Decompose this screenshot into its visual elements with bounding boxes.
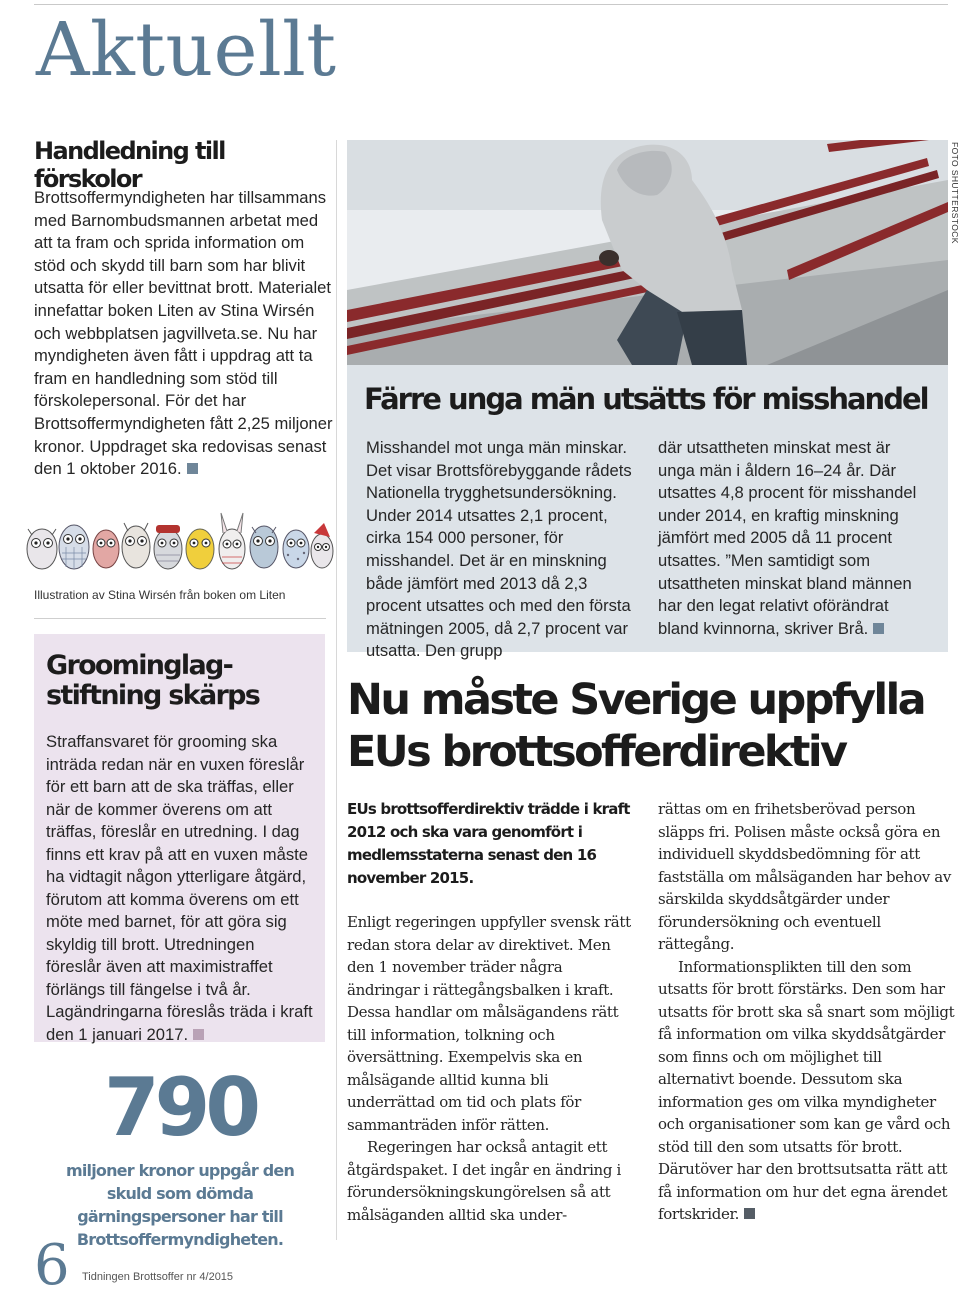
owl-figure-9	[283, 530, 309, 568]
article-headline-grooming: Groominglag- stiftning skärps	[46, 650, 260, 711]
paragraph: Regeringen har också antagit ett åtgärdspaket. I det ingår en ändring i förundersökningskungörelsen så att målsäganden alltid ska under-	[347, 1138, 621, 1224]
top-rule	[34, 4, 948, 5]
owl-illustration	[18, 497, 336, 583]
owl-figure-1	[27, 529, 57, 569]
owl-figure-3	[93, 530, 119, 568]
article-body-handledning: Brottsoffermyndigheten har tillsammans med Barnombudsmannen arbetat med att ta fram och sprida information om stöd och skydd till barn som har blivit utsatta för eller bevittnat brott. Materialet innefattar boken Liten av Stina Wirsén och webbplatsen jagvillveta.se. Nu har myndigheten även fått i uppdrag att ta fram en handledning som stöd till förskolepersonal. För det har Brottsoffermyndigheten fått 2,25 miljoner kronor. Uppdraget ska redovisas senast den 1 oktober 2016.	[34, 188, 333, 479]
divider	[34, 618, 326, 619]
article-lead-eu-directive: EUs brottsofferdirektiv trädde i kraft 2012 och ska vara genomfört i medlemsstaterna senast den 16 november 2015.	[347, 800, 630, 887]
paragraph: Enligt regeringen uppfyller svensk rätt redan stora delar av direktivet. Men den 1 november träder några ändringar i rättegångsbalken i kraft. Dessa handlar om målsägandens rätt till information, tolkning och översättning. Exempelvis ska en målsägande alltid kunna bli underrättad om tid och plats för sammanträden inför rätten.	[347, 913, 631, 1134]
owl-figure-8	[250, 526, 278, 568]
article-headline-handledning: Handledning till förskolor	[34, 137, 225, 193]
article-headline-misshandel: Färre unga män utsätts för misshandel	[364, 382, 928, 416]
owl-figure-6	[186, 529, 214, 569]
article-body-eu-col1	[347, 911, 639, 1226]
end-square-icon	[187, 463, 198, 474]
stat-number: 790	[104, 1061, 256, 1154]
page-number: 6	[34, 1233, 70, 1298]
stat-caption: miljoner kronor uppgår den skuld som dömda gärningspersoner har till Brottsoffermyndigheten.	[65, 1161, 295, 1249]
owl-figure-5	[154, 525, 182, 569]
article-body-grooming: Straffansvaret för grooming ska inträda redan när en vuxen föreslår för ett barn att de ska träffas, eller när de kommer överens om att träffas, föreslår en utredning. I dag finns ett krav på att en vuxen måste ha vidtagit någon ytterligare åtgärd, förutom att komma överens om ett möte med barnet, för att göra sig skyldig till brott. Utredningen föreslår även att maximistraffet förlängs till fängelse i två år. Lagändringarna föreslås träda i kraft den 1 januari 2017.	[46, 732, 313, 1044]
column-rule	[336, 140, 337, 1240]
photo-credit: FOTO SHUTTERSTOCK	[950, 142, 960, 244]
section-title: Aktuellt	[36, 7, 337, 93]
illustration-caption: Illustration av Stina Wirsén från boken om Liten	[34, 588, 286, 602]
owl-figure-2	[59, 525, 89, 569]
publication-footer: Tidningen Brottsoffer nr 4/2015	[82, 1271, 234, 1283]
owl-figure-4	[122, 523, 150, 568]
paragraph: rättas om en frihetsberövad person släpps fri. Polisen måste också göra en individuell skyddsbedömning för att fastställa om målsäganden har behov av särskilda skyddsåtgärder under förundersökning och eventuell rättegång.	[658, 800, 952, 953]
article-headline-eu-directive: Nu måste Sverige uppfylla EUs brottsofferdirektiv	[347, 675, 925, 777]
end-square-icon	[873, 623, 884, 634]
owl-figure-7	[219, 513, 245, 569]
article-body-misshandel-col1: Misshandel mot unga män minskar. Det visar Brottsförebyggande rådets Nationella trygghetsundersökning. Under 2014 utsattes 2,1 procent, cirka 154 000 personer, för misshandel. Det är en minskning både jämfört med 2013 då 2,3 procent utsattes och med den första mätningen 2005, då 2,7 procent var utsatta. Den grupp	[366, 438, 632, 661]
photo-young-man-on-benches	[347, 140, 948, 365]
paragraph: Informationsplikten till den som utsatts för brott förstärks. Den som har utsatts för brott ska så snart som möjligt få information om vilka skyddsåtgärder som finns och om möjlighet till alternativt boende. Dessutom ska information ges om vilka myndigheter och organisationer som kan ge vård och stöd till den som utsatts för brott. Därutöver har den brottsutsatta rätt att få information om hur det egna ärendet fortskrider.	[658, 957, 955, 1223]
owl-figure-10	[311, 523, 333, 568]
end-square-icon	[744, 1208, 755, 1219]
article-body-misshandel-col2: där utsattheten minskat mest är unga män i åldern 16–24 år. Där utsattes 4,8 procent för misshandel under 2014, en kraftig minskning jämfört med 2005 då 11 procent utsattes. ”Men samtidigt som utsattheten minskat bland männen har den legat relativt oförändrat bland kvinnorna, skriver Brå.	[658, 438, 917, 638]
end-square-icon	[193, 1029, 204, 1040]
article-body-eu-col2	[658, 798, 958, 1226]
